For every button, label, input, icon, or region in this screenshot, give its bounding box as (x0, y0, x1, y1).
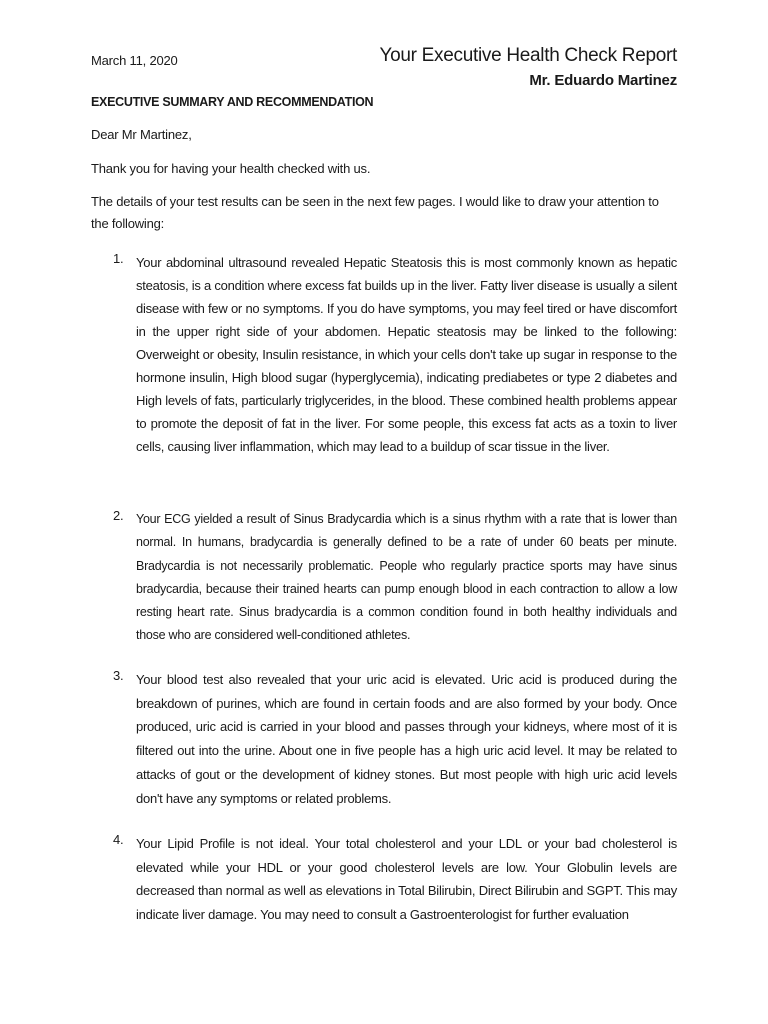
finding-text: Your Lipid Profile is not ideal. Your total cholesterol and your LDL or your bad cholesterol is elevated while your HDL or your good cholesterol levels are low. Your Globulin levels are decreased than normal as well as elevations in Total Bilirubin, Direct Bilirubin and SGPT. This may indicate liver damage. You may need to consult a Gastroenterologist for further evaluation (136, 836, 677, 922)
finding-number: 2. (113, 508, 124, 523)
report-date: March 11, 2020 (91, 53, 178, 68)
intro-paragraph: The details of your test results can be seen in the next few pages. I would like to draw your attention to the following: (91, 194, 659, 231)
finding-number: 4. (113, 832, 124, 847)
finding-text: Your blood test also revealed that your uric acid is elevated. Uric acid is produced during the breakdown of purines, which are found in certain foods and are also formed by your body. Once produced, uric acid is carried in your blood and passes through your kidneys, where most of it is filtered out into the urine. About one in five people has a high uric acid level. It may be related to attacks of gout or the development of kidney stones. But most people with high uric acid levels don't have any symptoms or related problems. (136, 672, 677, 806)
patient-name: Mr. Eduardo Martinez (529, 72, 677, 89)
summary-heading: EXECUTIVE SUMMARY AND RECOMMENDATION (91, 95, 374, 109)
salutation: Dear Mr Martinez, (91, 127, 192, 142)
finding-text: Your ECG yielded a result of Sinus Bradycardia which is a sinus rhythm with a rate that is lower than normal. In humans, bradycardia is generally defined to be a rate of under 60 beats per minute. Bradycardia is not necessarily problematic. People who regularly practice sports may have sinus bradycardia, because their trained hearts can pump enough blood in each contraction to allow a low resting heart rate. Sinus bradycardia is a common condition found in both healthy individuals and those who are considered well-conditioned athletes. (136, 512, 677, 643)
report-title: Your Executive Health Check Report (379, 45, 677, 66)
finding-text: Your abdominal ultrasound revealed Hepatic Steatosis this is most commonly known as hepatic steatosis, is a condition where excess fat builds up in the liver. Fatty liver disease is usually a silent disease with few or no symptoms. If you do have symptoms, you may feel tired or have discomfort in the upper right side of your abdomen. Hepatic steatosis may be linked to the following: Overweight or obesity, Insulin resistance, in which your cells don't take up sugar in response to the hormone insulin, High blood sugar (hyperglycemia), indicating prediabetes or type 2 diabetes and High levels of fats, particularly triglycerides, in the blood. These combined health problems appear to promote the deposit of fat in the liver. For some people, this excess fat acts as a toxin to liver cells, causing liver inflammation, which may lead to a buildup of scar tissue in the liver. (136, 255, 677, 454)
finding-number: 3. (113, 668, 124, 683)
thanks-line: Thank you for having your health checked with us. (91, 161, 371, 176)
finding-number: 1. (113, 251, 124, 266)
